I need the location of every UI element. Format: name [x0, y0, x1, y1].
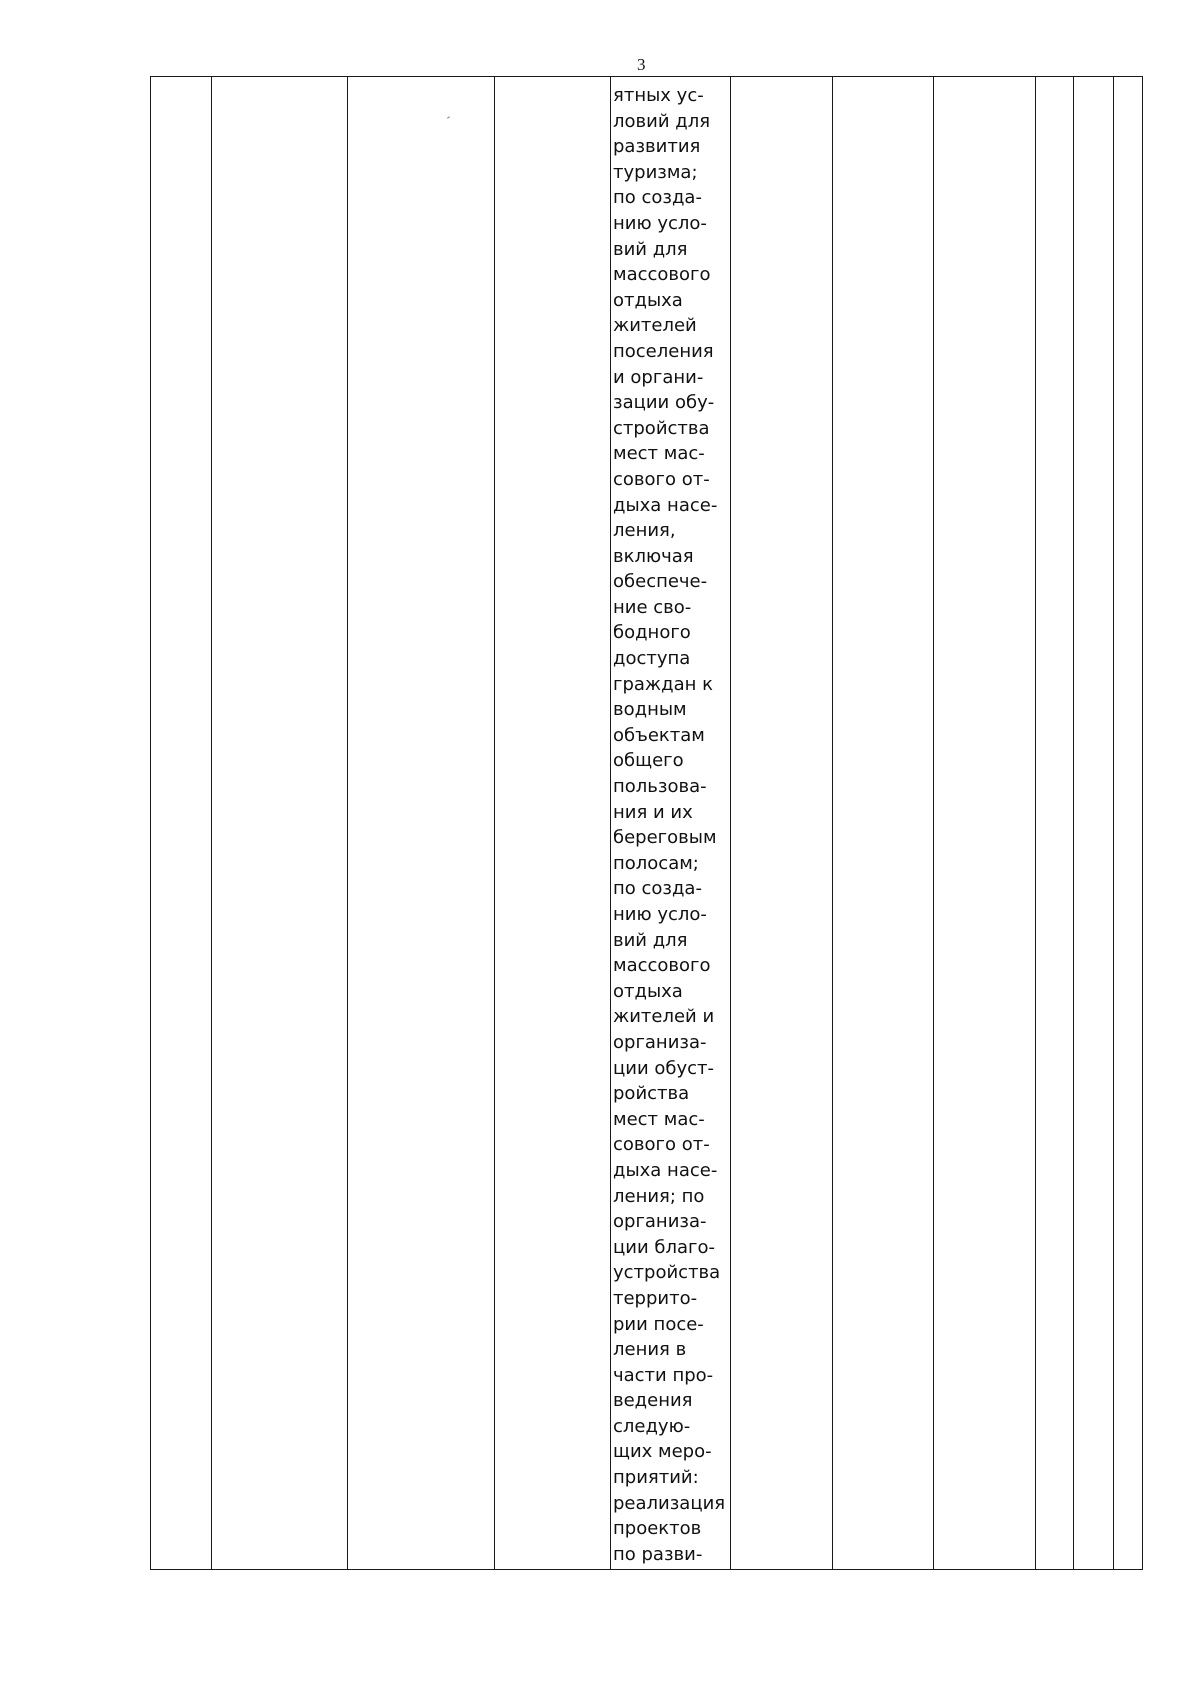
cell-text-line: по созда-	[613, 878, 702, 900]
cell-text-line: объектам	[613, 724, 705, 746]
cell-text-line: поселения	[613, 340, 714, 362]
cell-text-line: граждан к	[613, 673, 713, 695]
cell-text-line: и органи-	[613, 366, 704, 388]
cell-text-line: реализация	[613, 1492, 726, 1514]
cell-text-line: пользова-	[613, 776, 707, 798]
cell-text-line: мест мас-	[613, 443, 705, 465]
cell-text-line: террито-	[613, 1287, 698, 1309]
cell-text-line: ления; по	[613, 1185, 705, 1207]
cell-text-line: сового от-	[613, 1134, 710, 1156]
cell-text-line: бодного	[613, 622, 691, 644]
cell-text-line: нию усло-	[613, 904, 707, 925]
cell-text-line: ления,	[613, 520, 676, 542]
column-divider	[494, 77, 495, 1569]
column-divider	[933, 77, 934, 1569]
cell-text-line: части про-	[613, 1364, 714, 1386]
cell-text-line: ние сво-	[613, 596, 692, 618]
cell-text-line: жителей и	[613, 1006, 715, 1028]
cell-text-line: по созда-	[613, 187, 702, 209]
cell-text-line: следую-	[613, 1415, 691, 1437]
cell-text-line: ятных ус-	[613, 85, 704, 106]
cell-text-line: доступа	[613, 648, 691, 670]
column-divider	[610, 77, 611, 1569]
cell-text-line: мест мас-	[613, 1108, 705, 1130]
cell-text-line: ния и их	[613, 801, 693, 823]
cell-text-line: дыха насе-	[613, 494, 718, 516]
cell-text-line: организа-	[613, 1211, 707, 1233]
cell-text-line: нию усло-	[613, 212, 707, 234]
cell-text-line: щих меро-	[613, 1441, 712, 1463]
cell-text-line: устройства	[613, 1262, 721, 1284]
cell-text-line: вий для	[613, 238, 688, 260]
cell-text-line: развития	[613, 136, 701, 158]
cell-text-line: по разви-	[613, 1543, 703, 1565]
cell-text-line: вий для	[613, 929, 688, 951]
cell-text-line: общего	[613, 750, 684, 772]
cell-text-line: проектов	[613, 1518, 702, 1540]
cell-text-line: зации обу-	[613, 392, 715, 414]
cell-text-line: полосам;	[613, 852, 699, 874]
cell-text-line: ления в	[613, 1339, 687, 1361]
column-divider	[1073, 77, 1074, 1569]
cell-text-line: массового	[613, 955, 711, 977]
cell-text-line: водным	[613, 699, 687, 721]
cell-text-line: включая	[613, 545, 694, 567]
cell-text-line: ройства	[613, 1083, 690, 1105]
cell-text-line: ловий для	[613, 110, 711, 132]
cell-text-line: дыха насе-	[613, 1159, 718, 1181]
cell-text-line: жителей	[613, 315, 697, 337]
cell-text-line: ции благо-	[613, 1236, 715, 1258]
cell-text-line: ции обуст-	[613, 1057, 715, 1079]
cell-text-line: отдыха	[613, 289, 683, 311]
table-cell-text	[613, 83, 728, 1567]
cell-text-line: ведения	[613, 1390, 693, 1412]
cell-text-line: обеспече-	[613, 571, 708, 593]
cell-text-line: отдыха	[613, 980, 683, 1002]
cell-text-line: туризма;	[613, 161, 698, 183]
cell-text-line: организа-	[613, 1031, 707, 1053]
page-number: 3	[637, 55, 646, 74]
document-table	[150, 76, 1143, 1570]
cell-text-line: приятий:	[613, 1467, 699, 1489]
column-divider	[1113, 77, 1114, 1569]
column-divider	[1035, 77, 1036, 1569]
cell-text-line: массового	[613, 264, 711, 286]
column-divider	[347, 77, 348, 1569]
cell-text-line: рии посе-	[613, 1313, 704, 1335]
column-divider	[211, 77, 212, 1569]
cell-text-line: сового от-	[613, 468, 710, 490]
cell-text-line: стройства	[613, 417, 710, 439]
cell-text-line: береговым	[613, 827, 717, 849]
column-divider	[832, 77, 833, 1569]
column-divider	[730, 77, 731, 1569]
